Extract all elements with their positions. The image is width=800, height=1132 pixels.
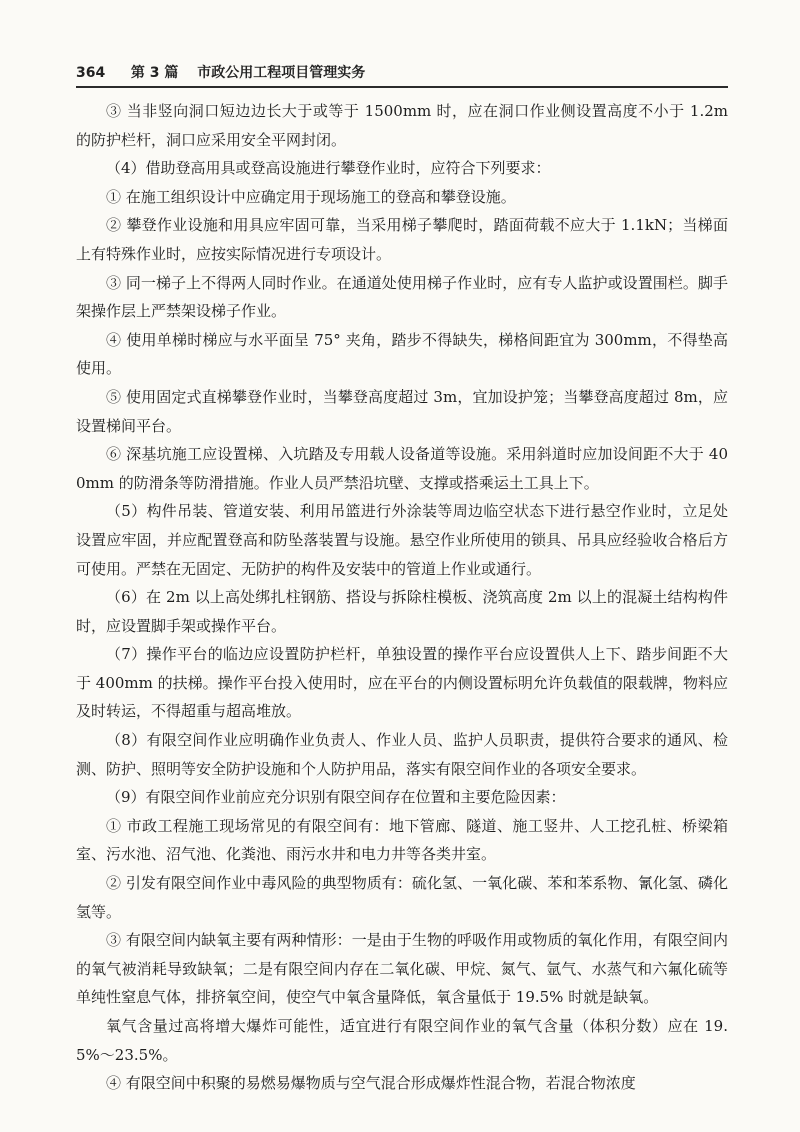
paragraph: ⑤ 使用固定式直梯攀登作业时，当攀登高度超过 3m，宜加设护笼；当攀登高度超过 8m，应设置梯间平台。 bbox=[76, 387, 728, 435]
paragraph: ① 在施工组织设计中应确定用于现场施工的登高和攀登设施。 bbox=[106, 187, 516, 206]
paragraph: ③ 当非竖向洞口短边边长大于或等于 1500mm 时，应在洞口作业侧设置高度不小于 1.2m 的防护栏杆，洞口应采用安全平网封闭。 bbox=[76, 102, 728, 149]
paragraph: （9）有限空间作业前应充分识别有限空间存在位置和主要危险因素： bbox=[106, 788, 566, 807]
paragraph: （4）借助登高用具或登高设施进行攀登作业时，应符合下列要求： bbox=[106, 159, 551, 178]
paragraph: （8）有限空间作业应明确作业负责人、作业人员、监护人员职责，提供符合要求的通风、检测、防护、照明等安全防护设施和个人防护用品，落实有限空间作业的各项安全要求。 bbox=[76, 731, 728, 778]
running-title: 市政公用工程项目管理实务 bbox=[197, 65, 366, 81]
paragraph: ④ 使用单梯时梯应与水平面呈 75° 夹角，踏步不得缺失，梯格间距宜为 300mm，不得垫高使用。 bbox=[76, 330, 728, 378]
paragraph: 氧气含量过高将增大爆炸可能性，适宜进行有限空间作业的氧气含量（体积分数）应在 19.5%～23.5%。 bbox=[76, 1017, 728, 1064]
running-header bbox=[76, 62, 728, 84]
body-text bbox=[76, 97, 728, 1107]
page-number: 364 bbox=[76, 65, 106, 81]
paragraph: ④ 有限空间中积聚的易燃易爆物质与空气混合形成爆炸性混合物，若混合物浓度 bbox=[106, 1074, 636, 1093]
paragraph: ⑥ 深基坑施工应设置梯、入坑踏及专用载人设备道等设施。采用斜道时应加设间距不大于 400mm 的防滑条等防滑措施。作业人员严禁沿坑壁、支撑或搭乘运土工具上下。 bbox=[76, 445, 728, 492]
paragraph: ② 攀登作业设施和用具应牢固可靠，当采用梯子攀爬时，踏面荷载不应大于 1.1kN；当梯面上有特殊作业时，应按实际情况进行专项设计。 bbox=[76, 216, 728, 263]
paragraph: （6）在 2m 以上高处绑扎柱钢筋、搭设与拆除柱模板、浇筑高度 2m 以上的混凝土结构构件时，应设置脚手架或操作平台。 bbox=[76, 588, 728, 635]
paragraph: ③ 同一梯子上不得两人同时作业。在通道处使用梯子作业时，应有专人监护或设置围栏。脚手架操作层上严禁架设梯子作业。 bbox=[76, 273, 728, 321]
paragraph: （7）操作平台的临边应设置防护栏杆，单独设置的操作平台应设置供人上下、踏步间距不大于 400mm 的扶梯。操作平台投入使用时，应在平台的内侧设置标明允许负载值的限载牌，物料应及时转运，不得超重与超高堆放。 bbox=[76, 645, 728, 721]
part-label: 第 3 篇 bbox=[130, 65, 179, 81]
paragraph: ③ 有限空间内缺氧主要有两种情形：一是由于生物的呼吸作用或物质的氧化作用，有限空间内的氧气被消耗导致缺氧；二是有限空间内存在二氧化碳、甲烷、氮气、氩气、水蒸气和六氟化硫等单纯性窒息气体，排挤氧空间，使空气中氧含量降低，氧含量低于 19.5% 时就是缺氧。 bbox=[76, 931, 728, 1007]
header-rule bbox=[76, 86, 728, 88]
paragraph: ② 引发有限空间作业中毒风险的典型物质有：硫化氢、一氧化碳、苯和苯系物、氰化氢、磷化氢等。 bbox=[76, 874, 728, 921]
paragraph: ① 市政工程施工现场常见的有限空间有：地下管廊、隧道、施工竖井、人工挖孔桩、桥梁箱室、污水池、沼气池、化粪池、雨污水井和电力井等各类井室。 bbox=[76, 816, 728, 864]
paragraph: （5）构件吊装、管道安装、利用吊篮进行外涂装等周边临空状态下进行悬空作业时，立足处设置应牢固，并应配置登高和防坠落装置与设施。悬空作业所使用的锁具、吊具应经验收合格后方可使用。严禁在无固定、无防护的构件及安装中的管道上作业或通行。 bbox=[76, 502, 728, 578]
